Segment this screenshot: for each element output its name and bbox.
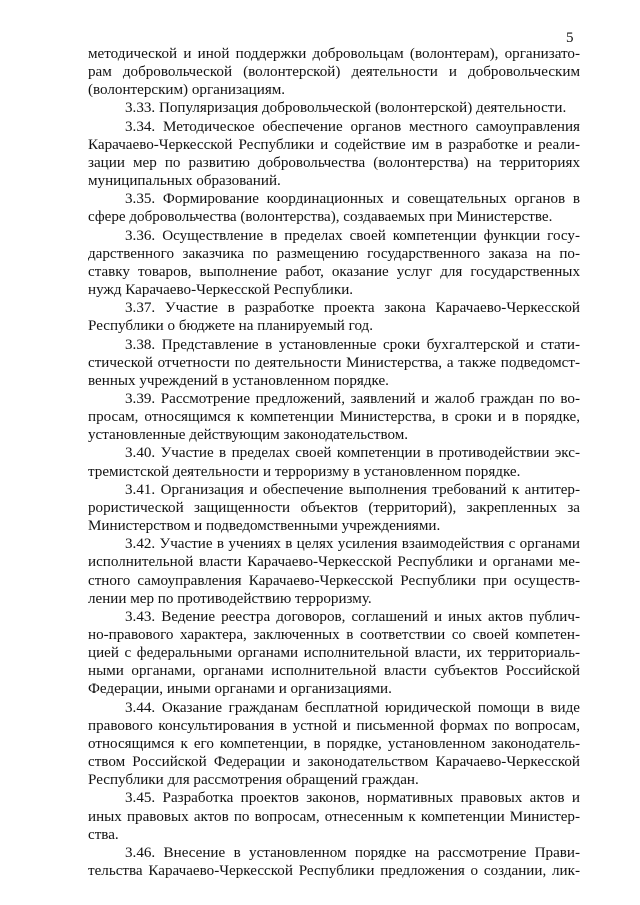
text-line: 3.46. Внесение в установленном порядке на рассмотрение Прави- — [125, 844, 580, 861]
text-line: стного самоуправления Карачаево-Черкесской Республики при осуществ- — [88, 572, 580, 589]
text-line: 3.36. Осуществление в пределах своей компетенции функции госу- — [125, 227, 580, 244]
paragraph-3-39 — [88, 390, 580, 444]
paragraph-3-40 — [88, 444, 580, 480]
text-line: Федерации, иными органами и организациями. — [88, 681, 392, 698]
text-line: зации мер по развитию добровольчества (волонтерства) на территориях — [88, 154, 580, 171]
text-line: тремистской деятельности и терроризму в установленном порядке. — [88, 463, 521, 480]
paragraph-3-46 — [88, 844, 580, 880]
text-line: (волонтерским) организациям. — [88, 82, 286, 99]
text-line: 3.44. Оказание гражданам бесплатной юридической помощи в виде — [125, 699, 580, 716]
text-line: 3.35. Формирование координационных и совещательных органов в — [125, 191, 580, 208]
text-line: Республики о бюджете на планируемый год. — [88, 318, 374, 335]
text-line: лении мер по противодействию терроризму. — [88, 590, 372, 607]
text-line: иных правовых актов по вопросам, отнесенным к компетенции Министер- — [88, 808, 580, 825]
text-line: 3.37. Участие в разработке проекта закона Карачаево-Черкесской — [125, 300, 580, 317]
text-line: Карачаево-Черкесской Республики и содействие им в разработке и реали- — [88, 136, 580, 153]
text-line: ными органами, органами исполнительной власти субъектов Российской — [88, 663, 580, 680]
text-line: относящимся к его компетенции, в порядке, установленном законодатель- — [88, 735, 580, 752]
text-line: 3.42. Участие в учениях в целях усиления взаимодействия с органами — [125, 536, 580, 553]
text-line: цией с федеральными органами исполнительной власти, их территориаль- — [88, 645, 580, 662]
text-line: 3.41. Организация и обеспечение выполнения требований к антитер- — [125, 481, 580, 498]
text-line: ством Российской Федерации и законодательством Карачаево-Черкесской — [88, 754, 580, 771]
text-line: правового консультирования в устной и письменной формах по вопросам, — [88, 717, 580, 734]
text-line: но-правового характера, заключенных в соответствии со своей компетен- — [88, 627, 580, 643]
text-line: ставку товаров, выполнение работ, оказание услуг для государственных — [88, 263, 580, 280]
body-text — [88, 45, 580, 880]
text-line: муниципальных образований. — [88, 173, 281, 190]
paragraph-3-41 — [88, 481, 580, 535]
text-line: рам добровольческой (волонтерской) деятельности и добровольческим — [88, 64, 580, 81]
paragraph-3-42 — [88, 535, 580, 608]
text-line: тельства Карачаево-Черкесской Республики предложения о создании, лик- — [88, 863, 580, 880]
text-line: установленные действующим законодательством. — [88, 427, 409, 444]
page-number: 5 — [566, 30, 574, 46]
text-line: сфере добровольчества (волонтерства), создаваемых при Министерстве. — [88, 209, 553, 226]
text-line: нужд Карачаево-Черкесской Республики. — [88, 282, 354, 299]
text-line: 3.45. Разработка проектов законов, нормативных правовых актов и — [125, 790, 580, 807]
paragraph-3-43 — [88, 608, 580, 699]
text-line: 3.40. Участие в пределах своей компетенции в противодействии экс- — [125, 445, 580, 462]
text-line: 3.43. Ведение реестра договоров, соглашений и иных актов публич- — [125, 608, 580, 625]
text-line: Министерством и подведомственными учреждениями. — [88, 518, 441, 535]
paragraph-3-37 — [88, 299, 580, 335]
paragraph-intro — [88, 45, 580, 99]
paragraph-3-38 — [88, 336, 580, 390]
paragraph-3-45 — [88, 789, 580, 843]
text-line: 3.38. Представление в установленные сроки бухгалтерской и стати- — [125, 336, 580, 353]
text-line: ства. — [88, 826, 119, 843]
paragraph-3-44 — [88, 699, 580, 790]
text-line: методической и иной поддержки добровольцам (волонтерам), организато- — [88, 46, 580, 62]
text-line: венных учреждений в установленном порядке. — [88, 372, 389, 389]
text-line: 3.39. Рассмотрение предложений, заявлений и жалоб граждан по во- — [125, 390, 580, 407]
paragraph-3-36 — [88, 227, 580, 300]
paragraph-3-34 — [88, 118, 580, 191]
paragraph-3-33 — [88, 99, 580, 117]
text-line: стической отчетности по деятельности Министерства, а также подведомст- — [88, 354, 580, 371]
paragraph-3-35 — [88, 190, 580, 226]
text-line: Республики для рассмотрения обращений граждан. — [88, 772, 419, 789]
text-line: просам, относящимся к компетенции Министерства, в сроки и в порядке, — [88, 409, 580, 426]
text-line: дарственного заказчика по размещению государственного заказа на по- — [88, 245, 580, 262]
text-line: рористической защищенности объектов (территорий), закрепленных за — [88, 499, 580, 516]
text-line: 3.33. Популяризация добровольческой (волонтерской) деятельности. — [125, 100, 567, 117]
text-line: исполнительной власти Карачаево-Черкесской Республики и органами ме- — [88, 554, 580, 571]
text-line: 3.34. Методическое обеспечение органов местного самоуправления — [125, 118, 580, 135]
